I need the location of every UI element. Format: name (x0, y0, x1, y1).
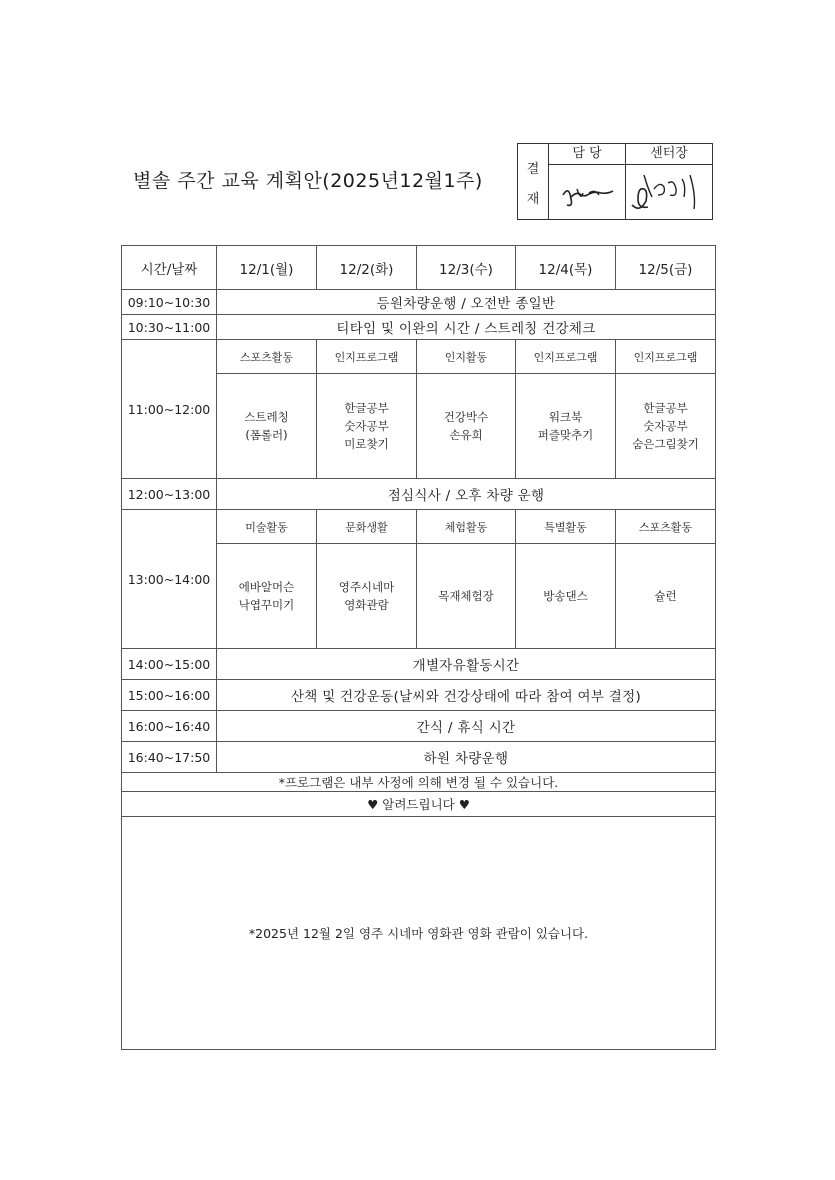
time-cell: 11:00~12:00 (122, 340, 217, 479)
activity-detail (217, 374, 317, 479)
activity-detail (417, 374, 516, 479)
activity-detail (317, 374, 417, 479)
announcement-text: *2025년 12월 2일 영주 시네마 영화관 영화 관람이 있습니다. (122, 817, 716, 1050)
header-day: 12/1(월) (217, 246, 317, 290)
alert-heading: ♥ 알려드립니다 ♥ (122, 792, 716, 817)
activity-detail (217, 544, 317, 649)
schedule-text: 개별자유활동시간 (217, 649, 716, 680)
schedule-text: 산책 및 건강운동(날씨와 건강상태에 따라 참여 여부 결정) (217, 680, 716, 711)
activity-line: 미로찾기 (344, 437, 389, 451)
approval-label-top: 결 (526, 162, 540, 177)
page-title: 별솔 주간 교육 계획안(2025년12월1주) (133, 170, 483, 192)
activity-line: 퍼즐맞추기 (537, 428, 594, 442)
schedule-row (122, 315, 716, 340)
activity-category: 스포츠활동 (616, 510, 716, 544)
activity-detail (516, 374, 616, 479)
time-cell: 13:00~14:00 (122, 510, 217, 649)
director-signature (626, 165, 712, 219)
approval-label (518, 144, 549, 219)
activity-detail (616, 544, 716, 649)
time-cell: 09:10~10:30 (122, 290, 217, 315)
header-time-label: 시간/날짜 (122, 246, 217, 290)
approval-head-director: 센터장 (626, 144, 712, 165)
activity-line: 한글공부 (643, 401, 688, 415)
activity-line: 낙엽꾸미기 (238, 598, 295, 612)
activity-category-row (122, 340, 716, 374)
activity-line: 스트레칭 (244, 410, 289, 424)
header-day: 12/3(수) (417, 246, 516, 290)
activity-category: 특별활동 (516, 510, 616, 544)
activity-line: 목재체험장 (438, 589, 494, 603)
schedule-row (122, 680, 716, 711)
approval-head-manager: 담 당 (549, 144, 625, 165)
activity-line: 영화관람 (344, 598, 389, 612)
schedule-row (122, 711, 716, 742)
header-day: 12/2(화) (317, 246, 417, 290)
activity-category: 체험활동 (417, 510, 516, 544)
activity-line: 숫자공부 (344, 419, 389, 433)
schedule-text: 티타임 및 이완의 시간 / 스트레칭 건강체크 (217, 315, 716, 340)
time-cell: 10:30~11:00 (122, 315, 217, 340)
schedule-row (122, 479, 716, 510)
time-cell: 15:00~16:00 (122, 680, 217, 711)
activity-line: 슐런 (654, 589, 677, 603)
approval-col-director (626, 144, 712, 219)
activity-line: 손유희 (449, 428, 483, 442)
activity-category: 인지프로그램 (616, 340, 716, 374)
time-cell: 14:00~15:00 (122, 649, 217, 680)
activity-detail (317, 544, 417, 649)
activity-line: (폼롤러) (245, 428, 288, 442)
activity-detail (417, 544, 516, 649)
activity-line: 에바알머슨 (238, 580, 295, 594)
approval-col-manager (549, 144, 626, 219)
activity-line: 한글공부 (344, 401, 389, 415)
activity-line: 워크북 (548, 410, 583, 424)
schedule-text: 점심식사 / 오후 차량 운행 (217, 479, 716, 510)
schedule-row (122, 649, 716, 680)
schedule-text: 등원차량운행 / 오전반 종일반 (217, 290, 716, 315)
activity-line: 방송댄스 (543, 589, 588, 603)
schedule-text: 간식 / 휴식 시간 (217, 711, 716, 742)
header-day: 12/5(금) (616, 246, 716, 290)
time-cell: 12:00~13:00 (122, 479, 217, 510)
activity-detail (616, 374, 716, 479)
manager-signature (549, 165, 625, 219)
activity-category: 인지프로그램 (317, 340, 417, 374)
activity-line: 숨은그림찾기 (632, 437, 699, 451)
schedule-text: 하원 차량운행 (217, 742, 716, 773)
announcement-row (122, 817, 716, 1050)
time-cell: 16:40~17:50 (122, 742, 217, 773)
activity-category-row (122, 510, 716, 544)
activity-line: 건강박수 (443, 410, 489, 424)
header-day: 12/4(목) (516, 246, 616, 290)
activity-category: 스포츠활동 (217, 340, 317, 374)
notice-text: *프로그램은 내부 사정에 의해 변경 될 수 있습니다. (122, 773, 716, 792)
approval-label-bottom: 재 (526, 192, 540, 207)
activity-line: 영주시네마 (338, 580, 395, 594)
activity-category: 인지프로그램 (516, 340, 616, 374)
alert-row (122, 792, 716, 817)
activity-category: 인지활동 (417, 340, 516, 374)
header-row (122, 246, 716, 290)
approval-box (517, 143, 713, 220)
activity-category: 문화생활 (317, 510, 417, 544)
schedule-table (121, 245, 716, 1050)
activity-line: 숫자공부 (643, 419, 688, 433)
activity-category: 미술활동 (217, 510, 317, 544)
schedule-row (122, 290, 716, 315)
activity-detail (516, 544, 616, 649)
schedule-row (122, 742, 716, 773)
time-cell: 16:00~16:40 (122, 711, 217, 742)
notice-row (122, 773, 716, 792)
